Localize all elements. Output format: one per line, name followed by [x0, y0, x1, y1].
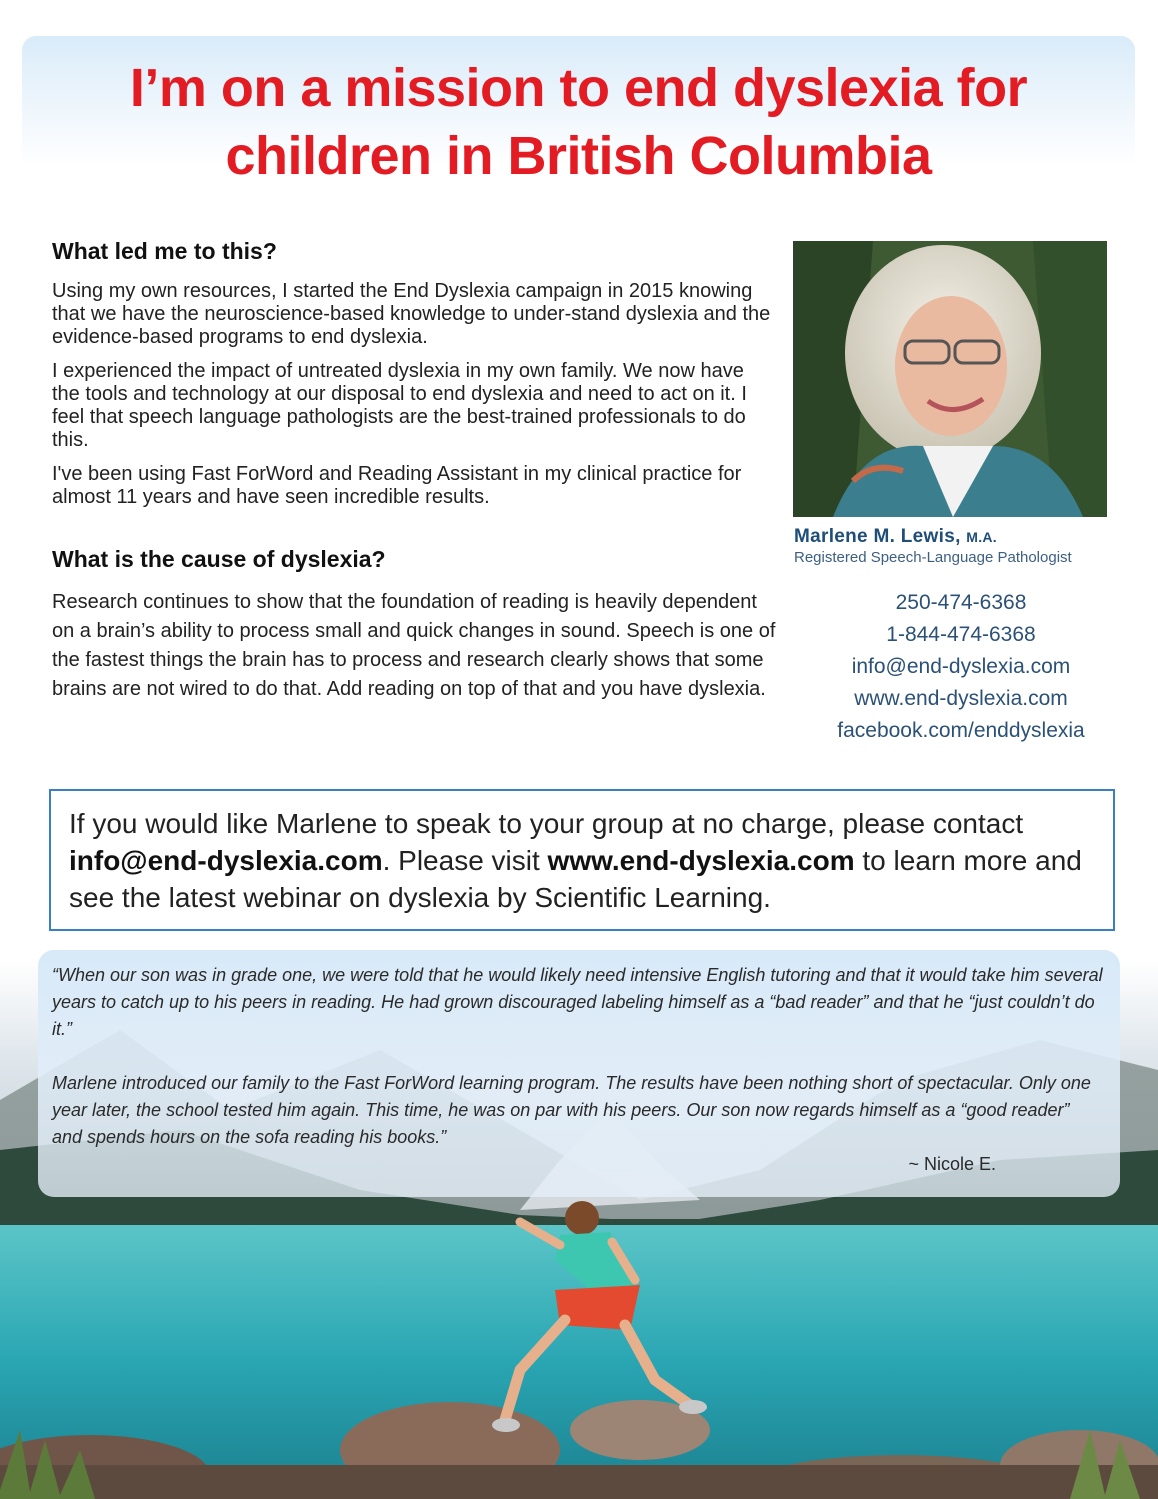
- testimonial-paragraph-1: “When our son was in grade one, we were told that he would likely need intensive English tutoring and that it would take him several years to catch up to his peers in reading. He had grown discouraged labeling himself as a “bad reader” and that he “just couldn’t do it.”: [52, 965, 1103, 1039]
- section-heading-why: What led me to this?: [52, 238, 277, 264]
- profile-info: [794, 526, 1124, 566]
- callout-text: If you would like Marlene to speak to your group at no charge, please contact info@end-dyslexia.com. Please visit www.end-dyslexia.com to learn more and see the latest webinar on dyslexia by Scientific Learning.: [69, 808, 1082, 913]
- profile-credential: M.A.: [966, 529, 998, 545]
- paragraph-practice: I've been using Fast ForWord and Reading Assistant in my clinical practice for almost 11 years and have seen incredible results.: [52, 463, 742, 508]
- testimonial-paragraph-2: Marlene introduced our family to the Fast ForWord learning program. The results have been nothing short of spectacular. Only one year later, the school tested him again. This time, he was on par with his peers. Our son now regards himself as a “good reader” and spends hours on the sofa reading his books.”: [52, 1073, 1091, 1147]
- website-link[interactable]: www.end-dyslexia.com: [854, 687, 1068, 710]
- section-heading-cause: What is the cause of dyslexia?: [52, 546, 386, 572]
- paragraph-research: Research continues to show that the foundation of reading is heavily dependent on a brain’s ability to process small and quick changes in sound. Speech is one of the fastest things the brain has to process and research clearly shows that some brains are not wired to do that. Add reading on top of that and you have dyslexia.: [52, 591, 776, 700]
- paragraph-family: I experienced the impact of untreated dyslexia in my own family. We now have the tools and technology at our disposal to end dyslexia and need to act on it. I feel that speech language pathologists are the best-trained professionals to do this.: [52, 360, 747, 451]
- phone-tollfree: 1-844-474-6368: [886, 623, 1036, 646]
- speaking-callout: [49, 789, 1115, 931]
- title-line-2: children in British Columbia: [225, 126, 932, 186]
- contact-list: [794, 587, 1128, 747]
- main-text-column: [52, 236, 777, 715]
- title-line-1: I’m on a mission to end dyslexia for: [129, 58, 1028, 118]
- email-link[interactable]: info@end-dyslexia.com: [851, 655, 1071, 678]
- callout-website-link[interactable]: www.end-dyslexia.com: [547, 845, 855, 876]
- callout-email-link[interactable]: info@end-dyslexia.com: [69, 845, 383, 876]
- headline-banner: [22, 36, 1135, 188]
- portrait-photo: [793, 241, 1107, 517]
- page-title: [22, 36, 1135, 190]
- profile-name: Marlene M. Lewis, M.A.: [794, 526, 998, 547]
- phone-local: 250-474-6368: [895, 591, 1027, 614]
- paragraph-campaign: Using my own resources, I started the End Dyslexia campaign in 2015 knowing that we have the neuroscience-based knowledge to under-stand dyslexia and the evidence-based programs to end dyslexia.: [52, 280, 771, 348]
- facebook-link[interactable]: facebook.com/enddyslexia: [837, 719, 1085, 742]
- profile-title: Registered Speech-Language Pathologist: [794, 549, 1072, 566]
- testimonial-signature: ~ Nicole E.: [908, 1154, 996, 1174]
- testimonial-box: [38, 950, 1120, 1197]
